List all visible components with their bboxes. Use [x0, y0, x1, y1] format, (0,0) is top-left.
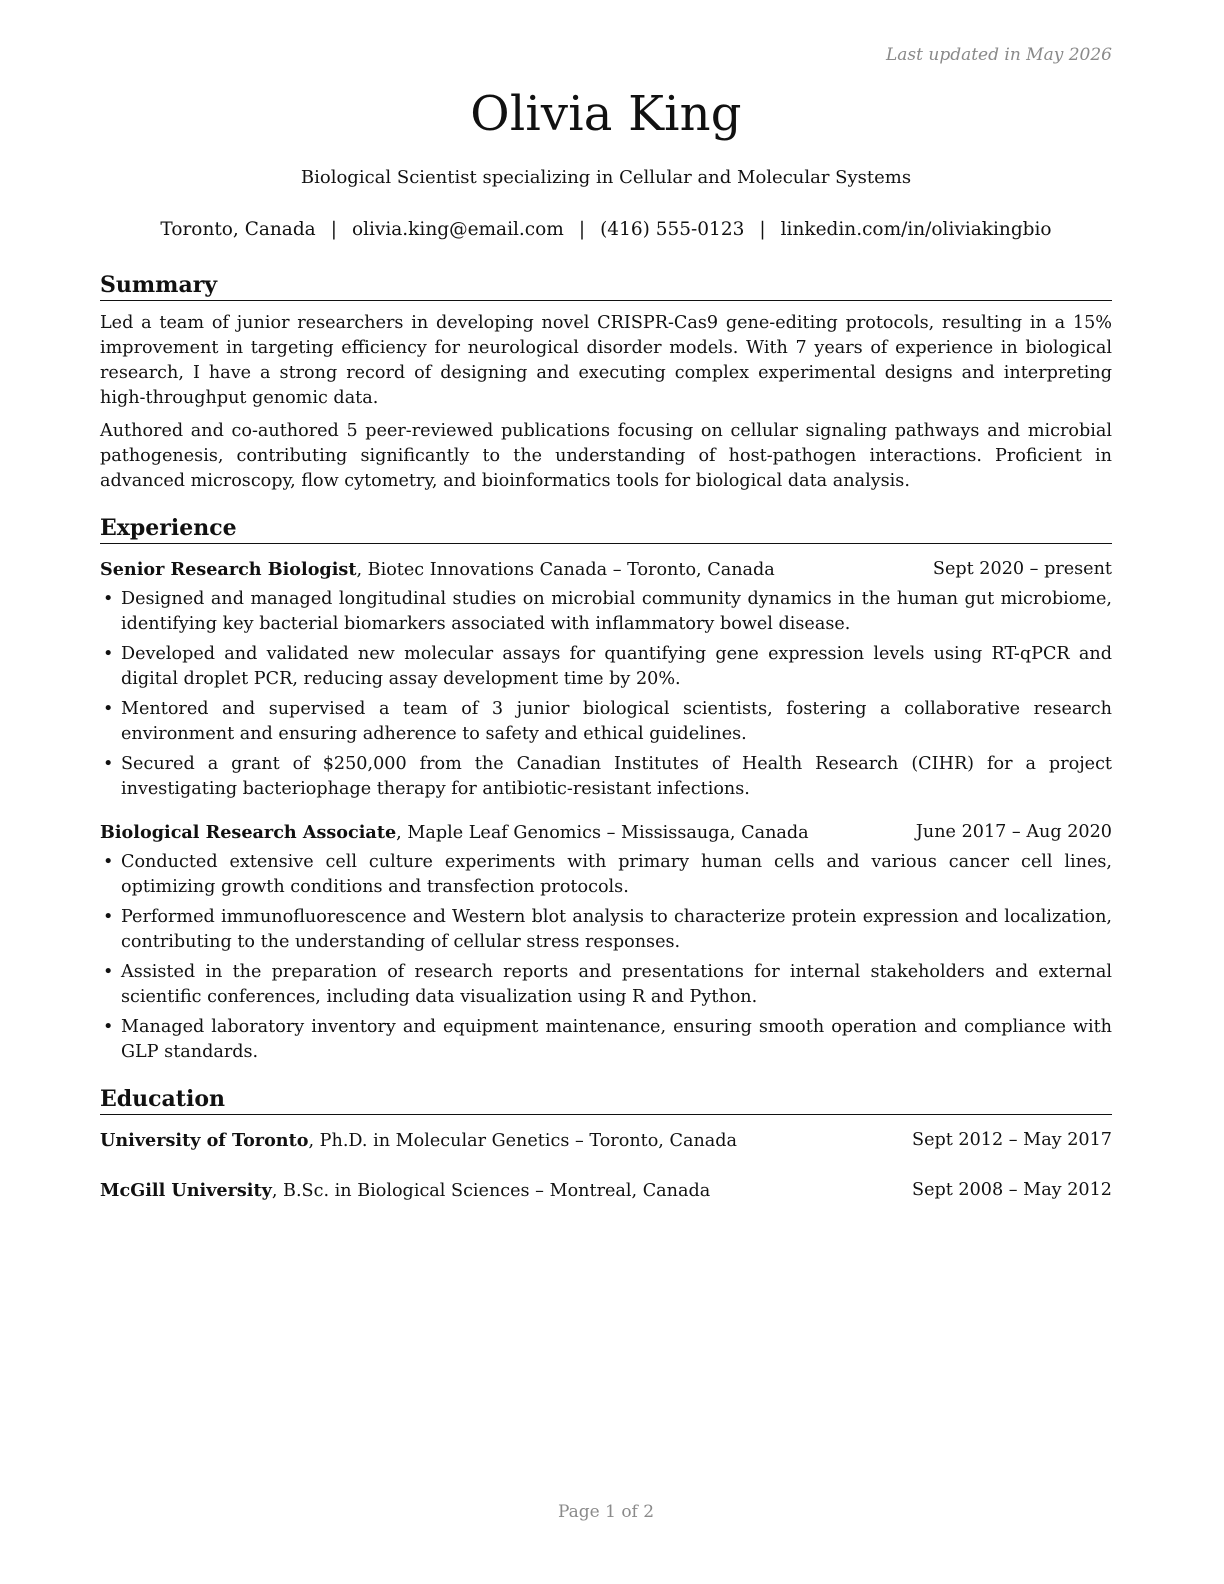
list-item: • Mentored and supervised a team of 3 junior biological scientists, fostering a collaborative research environment and ensuring adherence to safety and ethical guidelines. — [103, 699, 1112, 744]
education-degree: , B.Sc. in Biological Sciences – Montreal, Canada — [271, 1181, 711, 1201]
summary-section — [100, 271, 1112, 494]
resume-page — [100, 0, 1112, 1584]
contact-separator: | — [330, 219, 337, 240]
section-title-experience: Experience — [100, 514, 1112, 544]
list-item: • Designed and managed longitudinal studies on microbial community dynamics in the human gut microbiome, identifying key bacterial biomarkers associated with inflammatory bowel disease. — [103, 589, 1112, 634]
education-dates: Sept 2008 – May 2012 — [912, 1180, 1112, 1200]
education-school: McGill University — [100, 1180, 272, 1201]
bullet-icon: • — [103, 962, 114, 982]
bullet-icon: • — [103, 907, 114, 927]
section-title-education: Education — [100, 1085, 1112, 1115]
job-role: Senior Research Biologist — [100, 559, 357, 580]
summary-paragraph: Authored and co-authored 5 peer-reviewed publications focusing on cellular signaling pathways and microbial pathogenesis, contributing significantly to the understanding of host-pathogen interactions. Proficient in advanced microscopy, flow cytometry, and bioinformatics tools for biological data analysis. — [100, 421, 1112, 491]
education-dates: Sept 2012 – May 2017 — [912, 1130, 1112, 1150]
section-title-summary: Summary — [100, 271, 1112, 301]
bullet-icon: • — [103, 1017, 114, 1037]
list-item: • Assisted in the preparation of research reports and presentations for internal stakeholders and external scientific conferences, including data visualization using R and Python. — [103, 962, 1112, 1007]
job-dates: June 2017 – Aug 2020 — [915, 822, 1112, 842]
list-item: • Managed laboratory inventory and equipment maintenance, ensuring smooth operation and compliance with GLP standards. — [103, 1017, 1112, 1062]
summary-paragraph: Led a team of junior researchers in developing novel CRISPR-Cas9 gene-editing protocols, resulting in a 15% improvement in targeting efficiency for neurological disorder models. With 7 years of experience in biological research, I have a strong record of designing and executing complex experimental designs and interpreting high-throughput genomic data. — [100, 313, 1112, 408]
job-entry — [100, 820, 1112, 1065]
education-section — [100, 1085, 1112, 1204]
job-org: , Biotec Innovations Canada – Toronto, Canada — [356, 560, 775, 580]
bullet-icon: • — [103, 852, 114, 872]
education-school: University of Toronto — [100, 1130, 309, 1151]
contact-phone[interactable]: (416) 555-0123 — [600, 219, 745, 240]
job-header — [100, 557, 1112, 583]
last-updated-note: Last updated in May 2026 — [885, 45, 1112, 65]
candidate-tagline: Biological Scientist specializing in Cellular and Molecular Systems — [300, 167, 912, 188]
bullet-icon: • — [103, 589, 114, 609]
contact-location: Toronto, Canada — [160, 219, 316, 240]
page-number: Page 1 of 2 — [557, 1502, 655, 1522]
contact-line — [100, 219, 1112, 240]
contact-linkedin[interactable]: linkedin.com/in/oliviakingbio — [780, 219, 1052, 240]
job-bullets — [100, 850, 1112, 1065]
education-degree: , Ph.D. in Molecular Genetics – Toronto, Canada — [308, 1131, 738, 1151]
contact-email[interactable]: olivia.king@email.com — [351, 219, 564, 240]
job-dates: Sept 2020 – present — [932, 559, 1112, 579]
experience-section — [100, 514, 1112, 1070]
education-entry — [100, 1178, 1112, 1204]
candidate-name: Olivia King — [470, 86, 742, 142]
job-role: Biological Research Associate — [100, 822, 397, 843]
bullet-icon: • — [103, 699, 114, 719]
job-org: , Maple Leaf Genomics – Mississauga, Canada — [396, 823, 809, 843]
list-item: • Conducted extensive cell culture experiments with primary human cells and various cancer cell lines, optimizing growth conditions and transfection protocols. — [103, 852, 1112, 897]
job-bullets — [100, 587, 1112, 802]
job-entry — [100, 557, 1112, 802]
contact-separator: | — [578, 219, 586, 240]
education-entry — [100, 1128, 1112, 1154]
list-item: • Secured a grant of $250,000 from the Canadian Institutes of Health Research (CIHR) for a project investigating bacteriophage therapy for antibiotic-resistant infections. — [103, 754, 1112, 799]
bullet-icon: • — [103, 754, 114, 774]
job-header — [100, 820, 1112, 846]
list-item: • Developed and validated new molecular assays for quantifying gene expression levels using RT-qPCR and digital droplet PCR, reducing assay development time by 20%. — [103, 644, 1112, 689]
list-item: • Performed immunofluorescence and Western blot analysis to characterize protein expression and localization, contributing to the understanding of cellular stress responses. — [103, 907, 1112, 952]
contact-separator: | — [759, 219, 766, 240]
bullet-icon: • — [103, 644, 114, 664]
